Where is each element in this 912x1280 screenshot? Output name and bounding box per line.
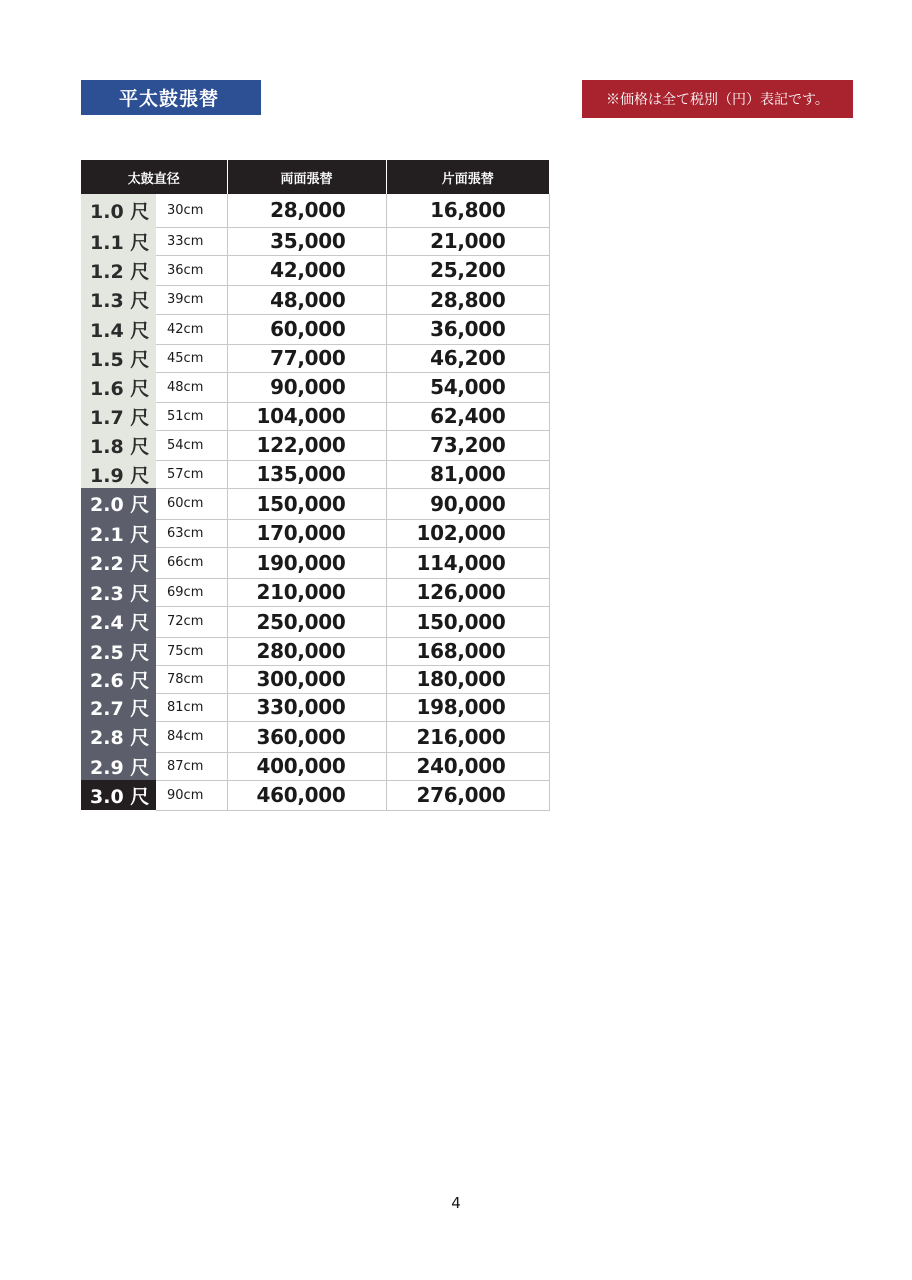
price-both-sides: 190,000: [227, 547, 386, 578]
price-both-sides: 135,000: [227, 460, 386, 488]
table-row: [81, 344, 549, 372]
table-row: [81, 519, 549, 547]
table-row: [81, 460, 549, 488]
diameter-cm: 84cm: [156, 721, 227, 752]
table-row: [81, 488, 549, 519]
diameter-shaku: 1.5 尺: [81, 344, 156, 372]
price-both-sides: 42,000: [227, 255, 386, 285]
diameter-shaku: 2.6 尺: [81, 665, 156, 693]
price-single-side: 62,400: [386, 402, 549, 430]
header-single-side: 片面張替: [386, 160, 549, 194]
price-both-sides: 48,000: [227, 285, 386, 314]
price-table-body: [81, 194, 549, 810]
diameter-shaku: 2.7 尺: [81, 693, 156, 721]
price-both-sides: 150,000: [227, 488, 386, 519]
table-row: [81, 430, 549, 460]
table-row: [81, 780, 549, 810]
diameter-shaku: 1.9 尺: [81, 460, 156, 488]
table-row: [81, 194, 549, 227]
diameter-cm: 39cm: [156, 285, 227, 314]
diameter-cm: 36cm: [156, 255, 227, 285]
diameter-shaku: 2.2 尺: [81, 547, 156, 578]
price-both-sides: 280,000: [227, 637, 386, 665]
price-single-side: 73,200: [386, 430, 549, 460]
price-single-side: 114,000: [386, 547, 549, 578]
diameter-cm: 87cm: [156, 752, 227, 780]
diameter-shaku: 1.4 尺: [81, 314, 156, 344]
price-both-sides: 28,000: [227, 194, 386, 227]
price-single-side: 28,800: [386, 285, 549, 314]
table-row: [81, 227, 549, 255]
diameter-cm: 69cm: [156, 578, 227, 606]
price-single-side: 276,000: [386, 780, 549, 810]
price-single-side: 126,000: [386, 578, 549, 606]
diameter-cm: 75cm: [156, 637, 227, 665]
diameter-cm: 66cm: [156, 547, 227, 578]
diameter-shaku: 1.7 尺: [81, 402, 156, 430]
table-row: [81, 255, 549, 285]
table-row: [81, 637, 549, 665]
price-single-side: 36,000: [386, 314, 549, 344]
price-single-side: 46,200: [386, 344, 549, 372]
diameter-shaku: 1.6 尺: [81, 372, 156, 402]
diameter-cm: 48cm: [156, 372, 227, 402]
price-single-side: 198,000: [386, 693, 549, 721]
price-both-sides: 90,000: [227, 372, 386, 402]
diameter-shaku: 2.0 尺: [81, 488, 156, 519]
price-single-side: 25,200: [386, 255, 549, 285]
header-diameter: 太鼓直径: [81, 160, 227, 194]
price-single-side: 90,000: [386, 488, 549, 519]
section-title: 平太鼓張替: [81, 80, 261, 115]
diameter-cm: 42cm: [156, 314, 227, 344]
table-row: [81, 372, 549, 402]
price-single-side: 180,000: [386, 665, 549, 693]
diameter-shaku: 3.0 尺: [81, 780, 156, 810]
price-both-sides: 360,000: [227, 721, 386, 752]
diameter-cm: 72cm: [156, 606, 227, 637]
price-single-side: 54,000: [386, 372, 549, 402]
price-both-sides: 170,000: [227, 519, 386, 547]
diameter-shaku: 2.4 尺: [81, 606, 156, 637]
table-row: [81, 314, 549, 344]
diameter-cm: 30cm: [156, 194, 227, 227]
diameter-cm: 60cm: [156, 488, 227, 519]
diameter-cm: 63cm: [156, 519, 227, 547]
price-both-sides: 104,000: [227, 402, 386, 430]
diameter-cm: 78cm: [156, 665, 227, 693]
price-both-sides: 210,000: [227, 578, 386, 606]
tax-note: ※価格は全て税別（円）表記です。: [582, 80, 853, 118]
price-both-sides: 460,000: [227, 780, 386, 810]
diameter-cm: 54cm: [156, 430, 227, 460]
price-both-sides: 122,000: [227, 430, 386, 460]
table-row: [81, 547, 549, 578]
price-single-side: 81,000: [386, 460, 549, 488]
price-single-side: 21,000: [386, 227, 549, 255]
price-table: [81, 160, 550, 811]
table-row: [81, 578, 549, 606]
page-number: 4: [451, 1194, 461, 1212]
diameter-shaku: 2.3 尺: [81, 578, 156, 606]
diameter-shaku: 1.3 尺: [81, 285, 156, 314]
diameter-shaku: 1.8 尺: [81, 430, 156, 460]
table-row: [81, 402, 549, 430]
table-row: [81, 721, 549, 752]
diameter-cm: 90cm: [156, 780, 227, 810]
diameter-shaku: 2.5 尺: [81, 637, 156, 665]
table-row: [81, 606, 549, 637]
price-both-sides: 400,000: [227, 752, 386, 780]
table-row: [81, 752, 549, 780]
diameter-cm: 57cm: [156, 460, 227, 488]
price-single-side: 168,000: [386, 637, 549, 665]
header-both-sides: 両面張替: [227, 160, 386, 194]
price-single-side: 16,800: [386, 194, 549, 227]
table-row: [81, 285, 549, 314]
diameter-shaku: 1.0 尺: [81, 194, 156, 227]
diameter-cm: 45cm: [156, 344, 227, 372]
diameter-cm: 33cm: [156, 227, 227, 255]
price-single-side: 216,000: [386, 721, 549, 752]
price-both-sides: 330,000: [227, 693, 386, 721]
diameter-shaku: 1.1 尺: [81, 227, 156, 255]
price-both-sides: 250,000: [227, 606, 386, 637]
diameter-shaku: 1.2 尺: [81, 255, 156, 285]
table-row: [81, 665, 549, 693]
diameter-shaku: 2.9 尺: [81, 752, 156, 780]
diameter-shaku: 2.1 尺: [81, 519, 156, 547]
diameter-cm: 81cm: [156, 693, 227, 721]
price-both-sides: 77,000: [227, 344, 386, 372]
price-single-side: 150,000: [386, 606, 549, 637]
diameter-shaku: 2.8 尺: [81, 721, 156, 752]
price-both-sides: 300,000: [227, 665, 386, 693]
price-single-side: 102,000: [386, 519, 549, 547]
price-both-sides: 35,000: [227, 227, 386, 255]
diameter-cm: 51cm: [156, 402, 227, 430]
price-single-side: 240,000: [386, 752, 549, 780]
price-both-sides: 60,000: [227, 314, 386, 344]
table-row: [81, 693, 549, 721]
table-header-row: [81, 160, 549, 194]
